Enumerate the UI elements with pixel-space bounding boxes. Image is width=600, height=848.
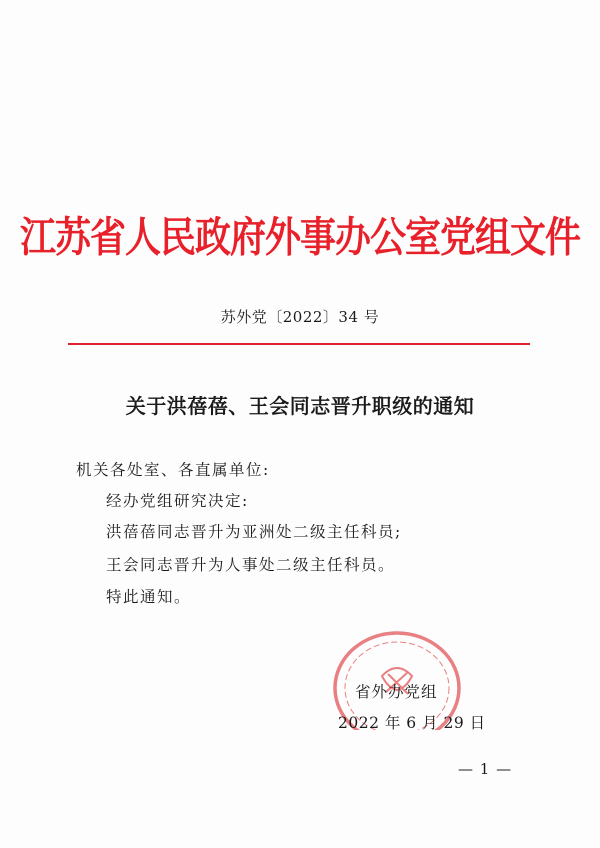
document-header-title: 江苏省人民政府外事办公室党组文件 xyxy=(19,213,580,263)
signing-date: 2022 年 6 月 29 日 xyxy=(338,714,486,732)
header-divider-line xyxy=(68,343,530,345)
recipient-line: 机关各处室、各直属单位: xyxy=(76,461,270,479)
body-paragraph: 经办党组研究决定: xyxy=(106,492,249,510)
notice-title: 关于洪蓓蓓、王会同志晋升职级的通知 xyxy=(125,394,475,418)
body-paragraph: 王会同志晋升为人事处二级主任科员。 xyxy=(106,556,396,574)
page-number: — 1 — xyxy=(458,760,513,778)
document-number: 苏外党〔2022〕34 号 xyxy=(220,308,380,326)
body-paragraph: 洪蓓蓓同志晋升为亚洲处二级主任科员; xyxy=(106,523,402,541)
signing-organization: 省外办党组 xyxy=(355,683,438,701)
body-paragraph: 特此通知。 xyxy=(106,588,192,606)
